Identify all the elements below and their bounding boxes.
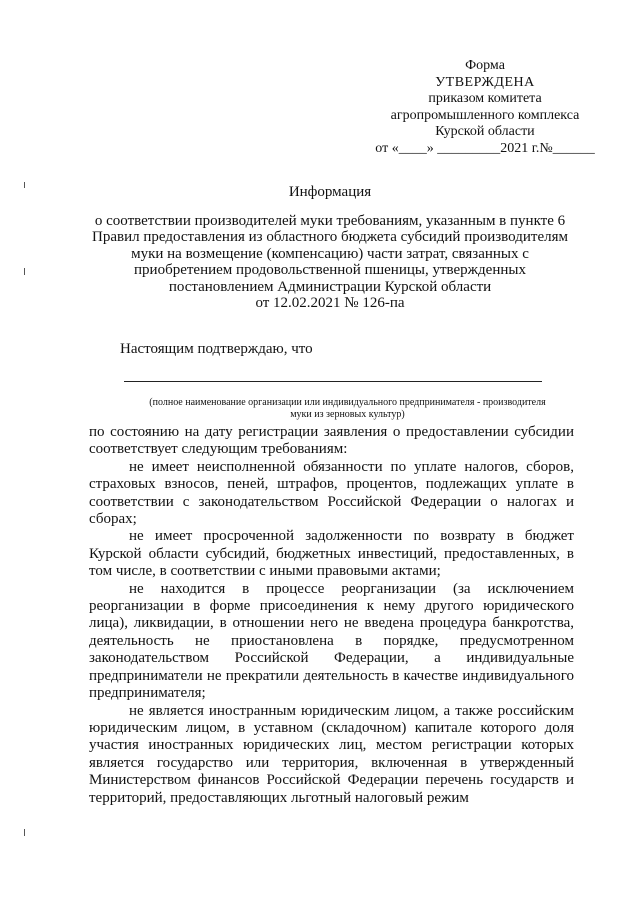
confirm-statement: Настоящим подтверждаю, что xyxy=(120,341,313,357)
body-paragraph-reorganization: не находится в процессе реорганизации (за исключением реорганизации в форме присоединения к нему другого юридического лица), ликвидации, в отношении него не введена процедура банкротства, деятельность не приостановлена в порядке, предусмотренном законодательством Российской Федерации, а индивидуальные предприниматели не прекратили деятельность в качестве индивидуального предпринимателя; xyxy=(89,580,574,702)
body-paragraph-foreign: не является иностранным юридическим лицом, а также российским юридическим лицом, в уставном (складочном) капитале которого доля участия иностранных юридических лиц, местом регистрации которых является государство или территория, включенная в утвержденный Министерством финансов Российской Федерации перечень государств и территорий, предоставляющих льготный налоговый режим xyxy=(89,702,574,806)
requirements-body xyxy=(89,424,574,807)
body-paragraph-intro: по состоянию на дату регистрации заявления о предоставлении субсидии соответствует следующим требованиям: xyxy=(89,424,574,458)
approval-stamp-block xyxy=(340,58,630,158)
subtitle-line: постановлением Администрации Курской области xyxy=(168,278,492,295)
document-title-block xyxy=(80,184,580,312)
stamp-region-line: Курской области xyxy=(435,124,535,140)
subtitle-line: муки на возмещение (компенсацию) части затрат, связанных с xyxy=(131,245,529,262)
body-paragraph-taxes: не имеет неисполненной обязанности по уплате налогов, сборов, страховых взносов, пеней, штрафов, процентов, подлежащих уплате в соответствии с законодательством Российской Федерации о налогах и сборах; xyxy=(89,458,574,528)
margin-mark-2 xyxy=(24,268,25,275)
document-heading: Информация xyxy=(288,184,372,200)
blank-caption xyxy=(120,397,575,421)
subtitle-line: приобретением продовольственной пшеницы, утвержденных xyxy=(134,262,526,278)
stamp-approved-label: УТВЕРЖДЕНА xyxy=(435,74,535,90)
stamp-committee-line: агропромышленного комплекса xyxy=(390,107,580,123)
margin-mark-1 xyxy=(24,182,25,188)
stamp-order-line: приказом комитета xyxy=(428,91,542,107)
subtitle-line: Правил предоставления из областного бюджета субсидий производителям xyxy=(92,229,568,245)
blank-caption-line: муки из зерновых культур) xyxy=(290,409,405,420)
body-paragraph-debt: не имеет просроченной задолженности по возврату в бюджет Курской области субсидий, бюджетных инвестиций, предоставленных, в том числе, в соответствии с иными правовыми актами; xyxy=(89,528,574,580)
blank-caption-line: (полное наименование организации или индивидуального предпринимателя - производителя xyxy=(149,397,546,408)
subtitle-line: от 12.02.2021 № 126-па xyxy=(255,295,405,311)
stamp-date-line: от «____» _________2021 г.№______ xyxy=(375,140,595,156)
organization-name-blank xyxy=(124,381,542,382)
stamp-form-label: Форма xyxy=(465,58,505,73)
margin-mark-3 xyxy=(24,829,25,836)
subtitle-line: о соответствии производителей муки требованиям, указанным в пункте 6 xyxy=(94,212,566,229)
